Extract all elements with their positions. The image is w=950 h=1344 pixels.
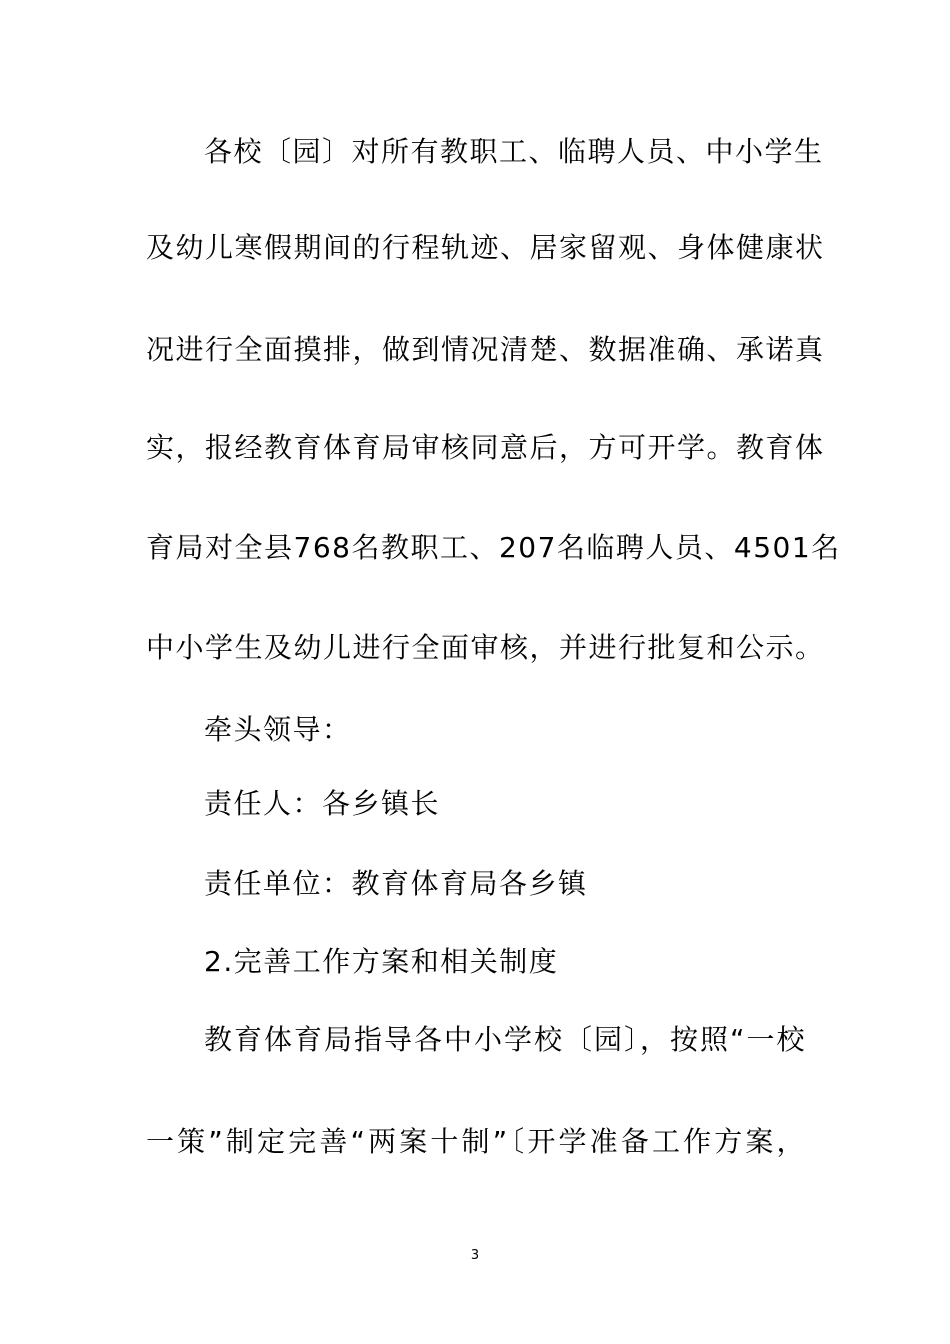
paragraph-1-line-1: 各校〔园〕对所有教职工、临聘人员、中小学生 — [204, 135, 824, 168]
responsible-unit: 责任单位：教育体育局各乡镇 — [204, 867, 588, 900]
page-number: 3 — [470, 1248, 480, 1263]
paragraph-1-line-3: 况进行全面摸排，做到情况清楚、数据准确、承诺真 — [146, 333, 825, 366]
paragraph-1-line-2: 及幼儿寒假期间的行程轨迹、居家留观、身体健康状 — [146, 231, 825, 264]
paragraph-1-line-4: 实，报经教育体育局审核同意后，方可开学。教育体 — [146, 431, 825, 464]
lead-leader-label: 牵头领导： — [204, 713, 352, 746]
section-heading: 2.完善工作方案和相关制度 — [204, 945, 559, 978]
responsible-person: 责任人：各乡镇长 — [204, 787, 441, 820]
paragraph-1-line-6: 中小学生及幼儿进行全面审核，并进行批复和公示。 — [146, 631, 825, 664]
paragraph-1-line-5: 育局对全县768名教职工、207名临聘人员、4501名 — [146, 531, 841, 564]
paragraph-2-line-1: 教育体育局指导各中小学校〔园〕，按照“一校 — [204, 1023, 806, 1056]
paragraph-2-line-2: 一策”制定完善“两案十制”〔开学准备工作方案， — [146, 1125, 806, 1158]
